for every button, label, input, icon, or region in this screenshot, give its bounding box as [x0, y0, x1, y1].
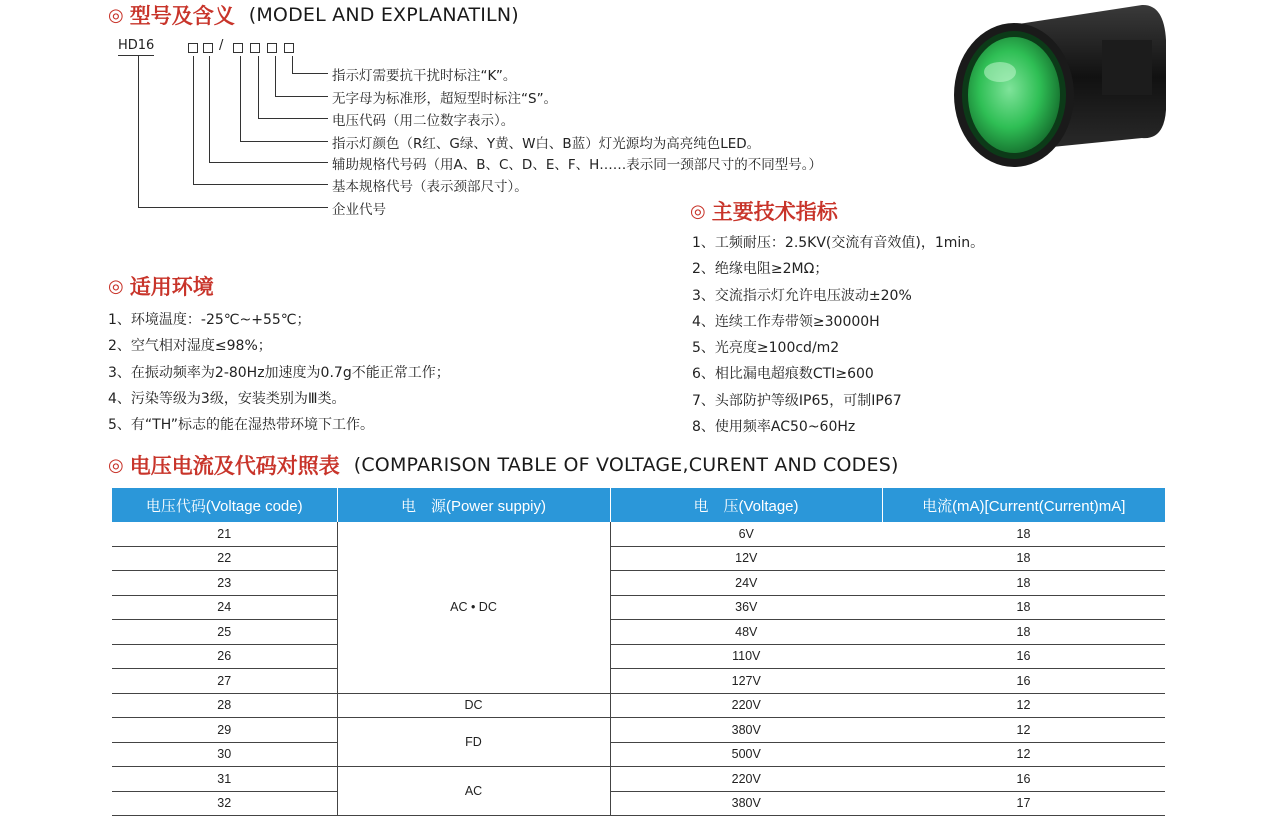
code-box-5	[267, 43, 277, 53]
prefix-underline	[118, 55, 154, 56]
cell-voltage: 6V	[610, 522, 882, 546]
cell-current: 18	[882, 522, 1165, 546]
cell-voltage: 36V	[610, 595, 882, 620]
cell-current: 16	[882, 669, 1165, 694]
cell-voltage: 220V	[610, 767, 882, 792]
connector-h5	[209, 162, 328, 163]
specs-section-title: ◎ 主要技术指标	[690, 200, 838, 224]
cell-code: 25	[112, 620, 337, 645]
table-row	[112, 742, 1165, 767]
spec-item: 4、连续工作寿带领≥30000H	[692, 313, 880, 330]
connector-h1	[292, 73, 328, 74]
connector-v2	[275, 56, 276, 97]
environment-list	[108, 307, 450, 438]
table-row	[112, 595, 1165, 620]
circle-bullet-icon: ◎	[108, 4, 124, 26]
cell-current: 12	[882, 693, 1165, 718]
cell-code: 30	[112, 742, 337, 767]
model-desc-6: 基本规格代号（表示颈部尺寸）。	[332, 179, 528, 195]
spec-item: 7、头部防护等级IP65，可制IP67	[692, 392, 902, 409]
connector-h2	[275, 96, 328, 97]
connector-v6	[193, 56, 194, 185]
cell-voltage: 48V	[610, 620, 882, 645]
table-row	[112, 644, 1165, 669]
table-row	[112, 546, 1165, 571]
cell-code: 21	[112, 522, 337, 546]
spec-item: 3、交流指示灯允许电压波动±20%	[692, 287, 912, 304]
table-row	[112, 522, 1165, 546]
cell-voltage: 12V	[610, 546, 882, 571]
cell-current: 12	[882, 718, 1165, 743]
cell-power-group: DC	[337, 693, 610, 718]
code-box-6	[284, 43, 294, 53]
header-power-supply: 电 源(Power suppiy)	[337, 488, 610, 522]
cell-code: 27	[112, 669, 337, 694]
cell-voltage: 380V	[610, 791, 882, 816]
environment-item: 1、环境温度：-25℃~+55℃；	[108, 312, 311, 328]
connector-v1	[292, 56, 293, 74]
model-desc-2: 无字母为标准形，超短型时标注“S”。	[332, 91, 558, 107]
cell-power-group: AC • DC	[337, 522, 610, 693]
table-header-row	[112, 488, 1165, 522]
table-row	[112, 693, 1165, 718]
specs-list	[692, 230, 984, 440]
model-code-prefix: HD16	[118, 38, 155, 53]
cell-voltage: 500V	[610, 742, 882, 767]
environment-item: 3、在振动频率为2-80Hz加速度为0.7g不能正常工作；	[108, 364, 450, 381]
model-desc-4: 指示灯颜色（R红、G绿、Y黄、W白、B蓝）灯光源均为高亮纯色LED。	[332, 136, 761, 152]
header-voltage: 电 压(Voltage)	[610, 488, 882, 522]
environment-item: 4、污染等级为3级，安装类别为Ⅲ类。	[108, 390, 346, 407]
table-row	[112, 718, 1165, 743]
connector-h6	[193, 184, 328, 185]
code-box-4	[250, 43, 260, 53]
table-row	[112, 669, 1165, 694]
cell-voltage: 24V	[610, 571, 882, 596]
spec-item: 2、绝缘电阻≥2MΩ；	[692, 261, 829, 278]
connector-v4	[240, 56, 241, 142]
code-box-3	[233, 43, 243, 53]
header-current: 电流(mA)[Current(Current)mA]	[882, 488, 1165, 522]
model-desc-5: 辅助规格代号码（用A、B、C、D、E、F、H……表示同一颈部尺寸的不同型号。）	[332, 157, 823, 173]
model-section-title: ◎ 型号及含义 (MODEL AND EXPLANATILN)	[108, 4, 519, 28]
environment-item: 2、空气相对湿度≤98%；	[108, 338, 272, 355]
spec-item: 8、使用频率AC50~60Hz	[692, 419, 856, 436]
environment-section-title: ◎ 适用环境	[108, 275, 214, 299]
table-row	[112, 571, 1165, 596]
environment-item: 5、有“TH”标志的能在湿热带环境下工作。	[108, 417, 375, 434]
circle-bullet-icon: ◎	[108, 275, 124, 297]
circle-bullet-icon: ◎	[690, 200, 706, 222]
cell-power-group: FD	[337, 718, 610, 767]
comparison-table	[112, 488, 1165, 816]
connector-h3	[258, 118, 328, 119]
comparison-section-title: ◎ 电压电流及代码对照表 (COMPARISON TABLE OF VOLTAGE,CURENT AND CODES)	[108, 454, 899, 478]
cell-voltage: 127V	[610, 669, 882, 694]
connector-v7	[138, 56, 139, 208]
cell-current: 18	[882, 571, 1165, 596]
circle-bullet-icon: ◎	[108, 454, 124, 476]
cell-voltage: 220V	[610, 693, 882, 718]
connector-v5	[209, 56, 210, 163]
cell-current: 12	[882, 742, 1165, 767]
cell-current: 16	[882, 767, 1165, 792]
cell-code: 29	[112, 718, 337, 743]
connector-v3	[258, 56, 259, 119]
spec-item: 1、工频耐压：2.5KV(交流有音效值)，1min。	[692, 235, 985, 251]
connector-h4	[240, 141, 328, 142]
cell-code: 31	[112, 767, 337, 792]
code-separator: /	[219, 38, 224, 53]
table-row	[112, 767, 1165, 792]
cell-code: 28	[112, 693, 337, 718]
cell-code: 26	[112, 644, 337, 669]
header-voltage-code: 电压代码(Voltage code)	[112, 488, 337, 522]
cell-code: 24	[112, 595, 337, 620]
cell-voltage: 110V	[610, 644, 882, 669]
spec-item: 5、光亮度≥100cd/m2	[692, 340, 840, 357]
code-box-1	[188, 43, 198, 53]
cell-current: 18	[882, 620, 1165, 645]
cell-voltage: 380V	[610, 718, 882, 743]
cell-code: 32	[112, 791, 337, 816]
cell-power-group: AC	[337, 767, 610, 816]
table-row	[112, 791, 1165, 816]
code-box-2	[203, 43, 213, 53]
cell-code: 23	[112, 571, 337, 596]
led-indicator-image	[952, 0, 1182, 180]
cell-current: 17	[882, 791, 1165, 816]
table-row	[112, 620, 1165, 645]
spec-item: 6、相比漏电超痕数CTI≥600	[692, 366, 874, 383]
cell-current: 18	[882, 546, 1165, 571]
cell-current: 18	[882, 595, 1165, 620]
cell-current: 16	[882, 644, 1165, 669]
model-desc-1: 指示灯需要抗干扰时标注“K”。	[332, 68, 517, 84]
cell-code: 22	[112, 546, 337, 571]
model-desc-3: 电压代码（用二位数字表示）。	[332, 113, 515, 129]
model-desc-7: 企业代号	[332, 202, 386, 218]
connector-h7	[138, 207, 328, 208]
